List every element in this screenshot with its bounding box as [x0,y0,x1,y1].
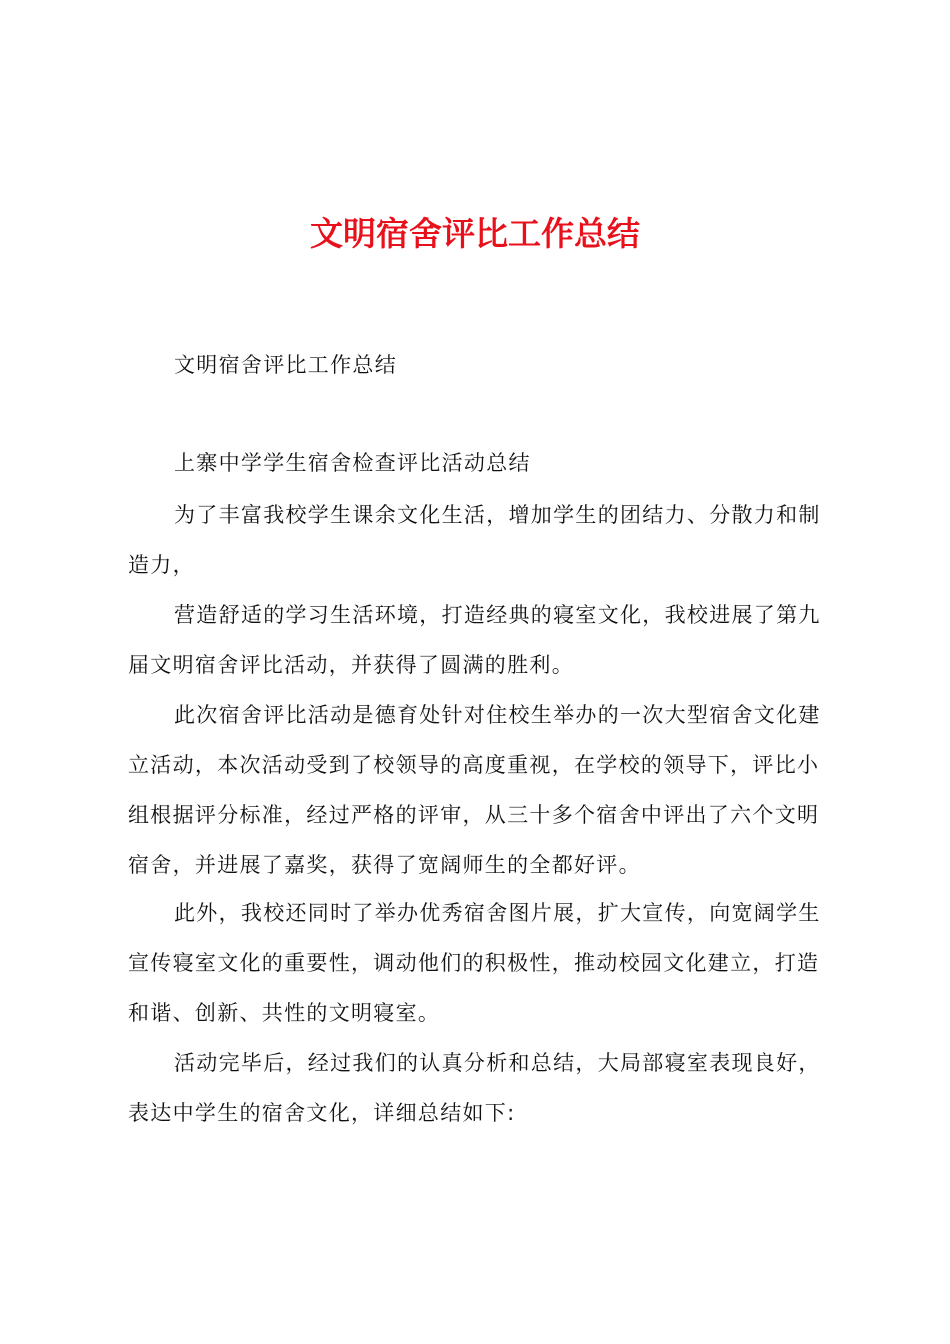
paragraph-activity-description: 此次宿舍评比活动是德育处针对住校生举办的一次大型宿舍文化建立活动，本次活动受到了校领导的高度重视，在学校的领导下，评比小组根据评分标准，经过严格的评审，从三十多个宿舍中评出了六个文明宿舍，并进展了嘉奖，获得了宽阔师生的全都好评。 [128,703,821,877]
document-title: 文明宿舍评比工作总结 [310,214,640,253]
document-subtitle: 文明宿舍评比工作总结 [174,353,397,377]
paragraph-conclusion: 活动完毕后，经过我们的认真分析和总结，大局部寝室表现良好，表达中学生的宿舍文化，详细总结如下: [128,1051,821,1125]
paragraph-purpose: 为了丰富我校学生课余文化生活，增加学生的团结力、分散力和制造力， [128,503,821,577]
paragraph-photo-exhibition: 此外，我校还同时了举办优秀宿舍图片展，扩大宣传，向宽阔学生宣传寝室文化的重要性，调动他们的积极性，推动校园文化建立，打造和谐、创新、共性的文明寝室。 [128,901,821,1025]
paragraph-environment: 营造舒适的学习生活环境，打造经典的寝室文化，我校进展了第九届文明宿舍评比活动，并获得了圆满的胜利。 [128,603,821,677]
paragraph-school-summary-title: 上寨中学学生宿舍检查评比活动总结 [174,451,531,475]
